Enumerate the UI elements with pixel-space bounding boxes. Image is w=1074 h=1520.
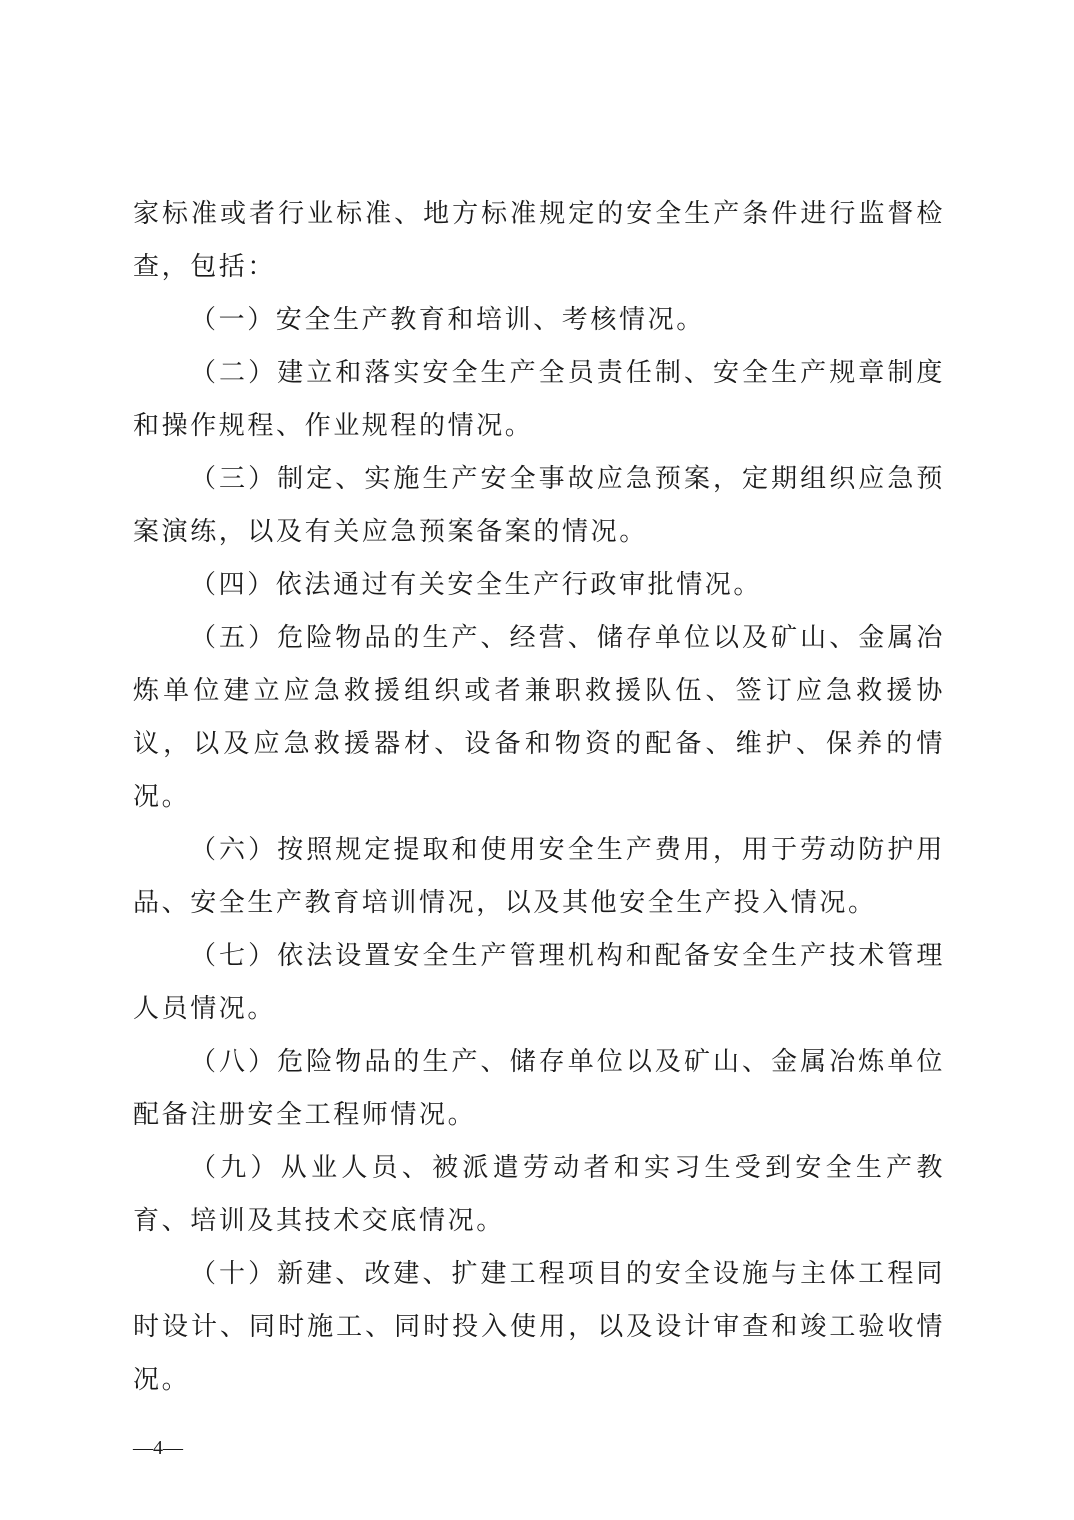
list-item-3: （三）制定、实施生产安全事故应急预案，定期组织应急预案演练，以及有关应急预案备案的情况。 [133,464,945,547]
list-item-7: （七）依法设置安全生产管理机构和配备安全生产技术管理人员情况。 [133,941,945,1024]
list-item-4: （四）依法通过有关安全生产行政审批情况。 [190,570,763,600]
paragraph-intro: 家标准或者行业标准、地方标准规定的安全生产条件进行监督检查，包括： [133,199,945,282]
list-item-5: （五）危险物品的生产、经营、储存单位以及矿山、金属冶炼单位建立应急救援组织或者兼职救援队伍、签订应急救援协议，以及应急救援器材、设备和物资的配备、维护、保养的情况。 [133,623,945,812]
document-body [133,188,945,1407]
list-item-8: （八）危险物品的生产、储存单位以及矿山、金属冶炼单位配备注册安全工程师情况。 [133,1047,945,1130]
list-item-9: （九）从业人员、被派遣劳动者和实习生受到安全生产教育、培训及其技术交底情况。 [133,1153,945,1236]
list-item-10: （十）新建、改建、扩建工程项目的安全设施与主体工程同时设计、同时施工、同时投入使用，以及设计审查和竣工验收情况。 [133,1259,945,1395]
page-number: —4— [133,1437,183,1459]
list-item-1: （一）安全生产教育和培训、考核情况。 [190,305,705,335]
list-item-6: （六）按照规定提取和使用安全生产费用，用于劳动防护用品、安全生产教育培训情况，以及其他安全生产投入情况。 [133,835,945,918]
list-item-2: （二）建立和落实安全生产全员责任制、安全生产规章制度和操作规程、作业规程的情况。 [133,358,945,441]
